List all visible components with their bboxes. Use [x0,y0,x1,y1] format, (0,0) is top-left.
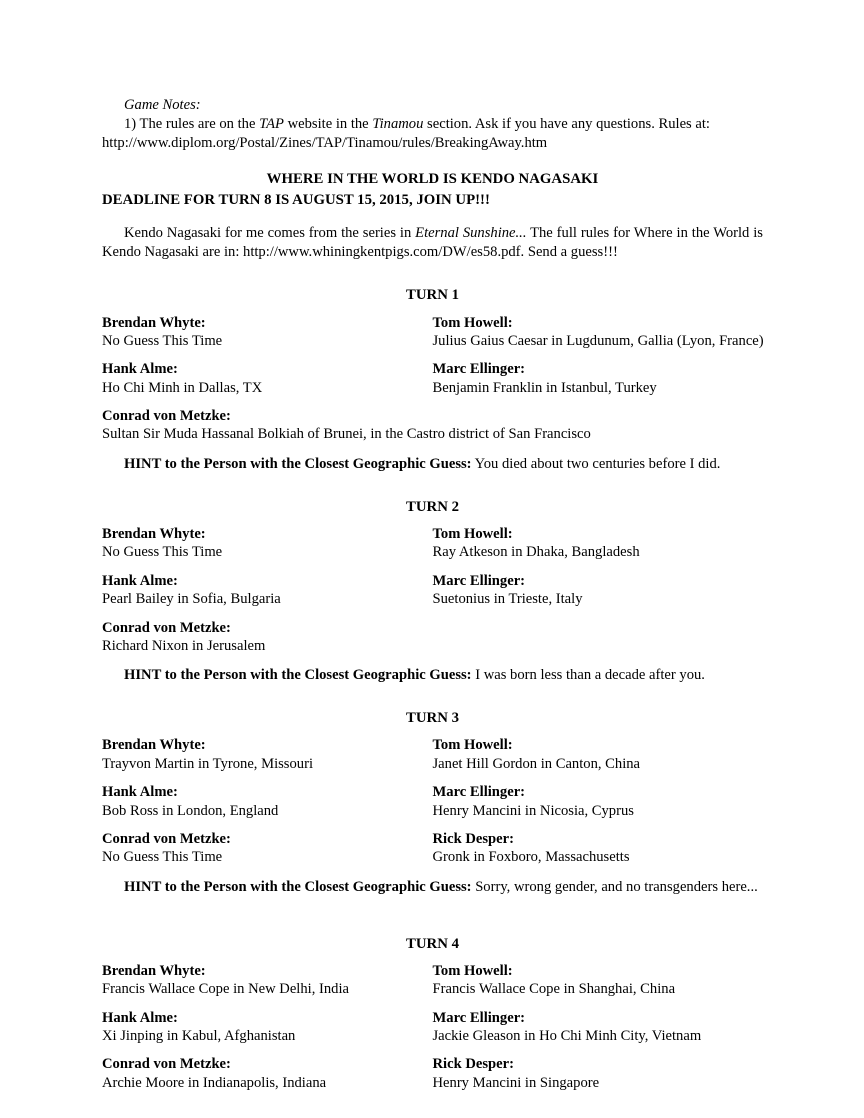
player-name: Tom Howell: [432,962,513,979]
guess-cell [433,830,764,867]
player-guess: Sultan Sir Muda Hassanal Bolkiah of Brunei, in the Castro district of San Francisco [102,426,591,443]
player-name: Tom Howell: [432,526,513,542]
player-name: Hank Alme: [102,1009,178,1026]
guess-row [102,830,763,867]
guess-row [102,619,763,656]
player-guess: Bob Ross in London, England [102,802,279,819]
game-notes-text-pre: 1) The rules are on the [124,115,260,132]
guess-cell [102,783,433,820]
guess-cell-empty [433,407,764,444]
player-guess: Gronk in Foxboro, Massachusetts [432,849,630,866]
hint-paragraph [102,878,763,897]
guess-cell [102,360,433,397]
rules-url: http://www.diplom.org/Postal/Zines/TAP/Tinamou/rules/BreakingAway.htm [102,134,548,151]
player-name: Brendan Whyte: [102,962,206,979]
player-guess: Jackie Gleason in Ho Chi Minh City, Vietnam [432,1028,702,1045]
player-name: Marc Ellinger: [432,572,526,589]
turn-section [102,498,763,685]
player-name: Brendan Whyte: [102,314,206,331]
guess-grid [102,962,763,1092]
guess-cell [433,360,764,397]
player-name: Tom Howell: [432,314,513,331]
guess-cell [433,1055,764,1092]
guess-cell [102,1055,433,1092]
guess-row [102,314,763,351]
player-guess: Trayvon Martin in Tyrone, Missouri [102,755,313,772]
game-notes-text-mid: website in the [283,115,373,132]
hint-paragraph [102,666,763,685]
guess-cell [433,1009,764,1046]
turn-heading: TURN 1 [405,287,460,304]
guess-cell [102,525,433,562]
guess-cell [433,572,764,609]
game-notes-item-1 [102,115,763,134]
player-guess: Ray Atkeson in Dhaka, Bangladesh [432,544,640,561]
player-guess: Janet Hill Gordon in Canton, China [432,755,641,772]
turn-section [102,935,763,1092]
page-title: WHERE IN THE WORLD IS KENDO NAGASAKI [266,170,599,187]
guess-cell [433,736,764,773]
player-guess: Archie Moore in Indianapolis, Indiana [102,1074,327,1091]
guess-row [102,525,763,562]
player-guess: Henry Mancini in Nicosia, Cyprus [432,802,634,819]
guess-cell [102,619,433,656]
game-notes-label: Game Notes: [124,97,201,113]
intro-text-pre: Kendo Nagasaki for me comes from the series in [124,225,416,242]
guess-cell [102,830,433,867]
player-guess: Richard Nixon in Jerusalem [102,637,266,654]
player-name: Hank Alme: [102,572,178,589]
turn-heading: TURN 3 [405,710,460,727]
page-content [102,96,763,1092]
guess-row [102,572,763,609]
player-name: Marc Ellinger: [432,1009,526,1026]
turn-section [102,286,763,473]
hint-paragraph [102,455,763,474]
player-guess: Henry Mancini in Singapore [432,1074,600,1091]
guess-row [102,1055,763,1092]
player-name: Conrad von Metzke: [102,408,231,425]
guess-row [102,736,763,773]
player-name: Marc Ellinger: [432,784,526,801]
turns-container [102,286,763,1092]
player-guess: Francis Wallace Cope in Shanghai, China [432,981,676,998]
guess-row [102,1009,763,1046]
intro-paragraph [102,224,763,262]
turn-section [102,709,763,896]
player-guess: No Guess This Time [102,332,223,349]
player-name: Tom Howell: [432,737,513,754]
player-guess: No Guess This Time [102,544,223,561]
guess-cell [433,783,764,820]
player-guess: Ho Chi Minh in Dallas, TX [102,379,263,396]
guess-cell [433,962,764,999]
guess-row [102,407,763,444]
player-name: Hank Alme: [102,784,178,801]
guess-cell [102,962,433,999]
player-guess: Pearl Bailey in Sofia, Bulgaria [102,591,281,608]
guess-row [102,962,763,999]
player-guess: Francis Wallace Cope in New Delhi, India [102,981,349,998]
guess-cell [102,736,433,773]
player-guess: Suetonius in Trieste, Italy [432,591,583,608]
player-guess: Xi Jinping in Kabul, Afghanistan [102,1028,296,1045]
player-name: Conrad von Metzke: [102,830,231,847]
guess-grid [102,525,763,655]
deadline-heading: DEADLINE FOR TURN 8 IS AUGUST 15, 2015, JOIN UP!!! [102,192,490,209]
player-name: Conrad von Metzke: [102,1056,231,1073]
player-name: Brendan Whyte: [102,526,206,542]
turn-heading: TURN 2 [405,498,460,515]
player-name: Brendan Whyte: [102,737,206,754]
hint-label: HINT to the Person with the Closest Geographic Guess: [124,667,472,684]
turn-heading: TURN 4 [405,935,460,952]
player-name: Conrad von Metzke: [102,619,231,636]
guess-cell [102,314,433,351]
guess-cell-empty [433,619,764,656]
player-guess: Julius Gaius Caesar in Lugdunum, Gallia (Lyon, France) [432,332,764,349]
guess-row [102,783,763,820]
player-name: Marc Ellinger: [432,361,526,378]
player-guess: Benjamin Franklin in Istanbul, Turkey [432,379,657,396]
hint-label: HINT to the Person with the Closest Geographic Guess: [124,455,472,472]
guess-cell [433,525,764,562]
player-guess: No Guess This Time [102,849,223,866]
player-name: Rick Desper: [432,1056,514,1073]
guess-grid [102,736,763,866]
hint-text: You died about two centuries before I did. [471,455,721,472]
guess-row [102,360,763,397]
guess-cell [102,1009,433,1046]
guess-cell [102,572,433,609]
guess-grid [102,314,763,444]
tap-reference: TAP [259,115,284,132]
hint-label: HINT to the Person with the Closest Geographic Guess: [124,878,472,895]
hint-text: I was born less than a decade after you. [471,667,705,684]
player-name: Hank Alme: [102,361,178,378]
game-notes-text-post: section. Ask if you have any questions. Rules at: [423,115,710,132]
hint-text: Sorry, wrong gender, and no transgenders here... [471,878,758,895]
intro-text-post: The full rules for Where in the World is Kendo Nagasaki are in: http://www.whiningkentpigs.com/DW/es58.pdf. Send a guess!!! [102,225,763,261]
guess-cell [433,314,764,351]
series-title: Eternal Sunshine... [415,225,527,242]
player-name: Rick Desper: [432,830,514,847]
tinamou-reference: Tinamou [372,115,424,132]
guess-cell [102,407,591,444]
